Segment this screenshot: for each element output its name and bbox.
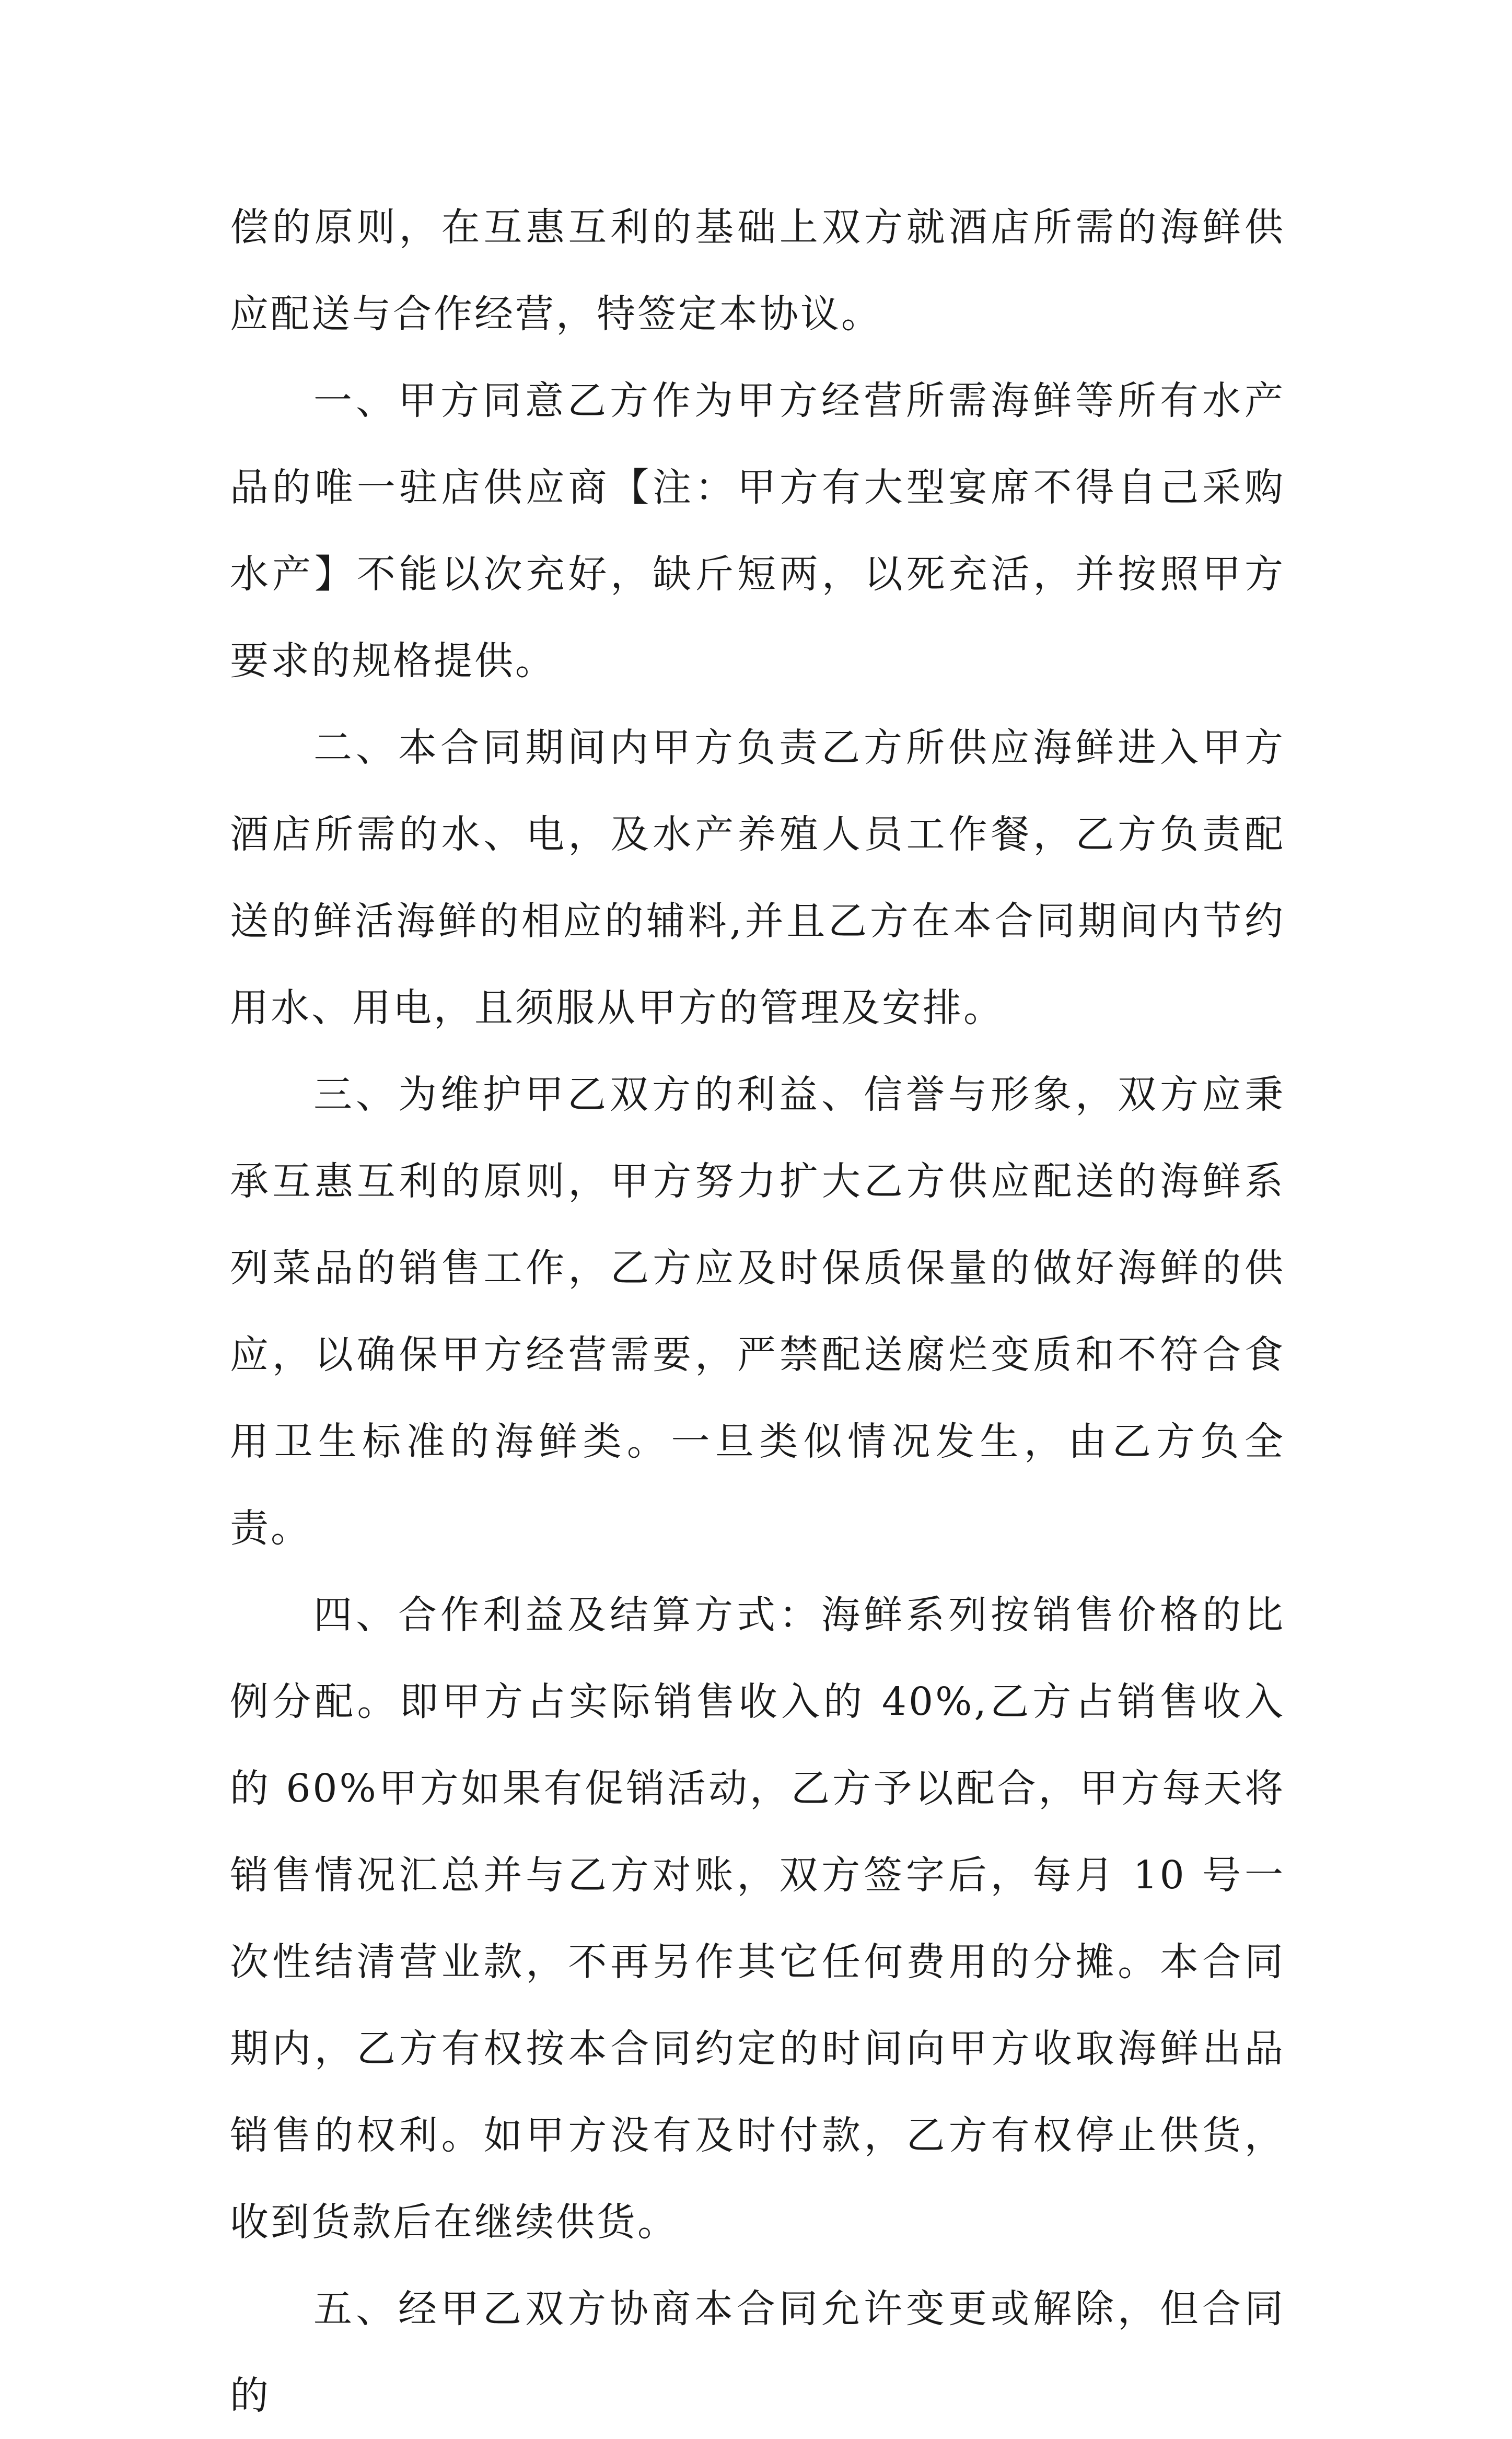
paragraph-clause-3: 三、为维护甲乙双方的利益、信誉与形象，双方应秉承互惠互利的原则，甲方努力扩大乙方供应配送的海鲜系列菜品的销售工作，乙方应及时保质保量的做好海鲜的供应，以确保甲方经营需要，严禁配送腐烂变质和不符合食用卫生标准的海鲜类。一旦类似情况发生，由乙方负全责。 [230,1072,1285,1551]
document-page [230,184,1285,2439]
paragraph-clause-4: 四、合作利益及结算方式：海鲜系列按销售价格的比例分配。即甲方占实际销售收入的 40%,乙方占销售收入的 60%甲方如果有促销活动，乙方予以配合，甲方每天将销售情况汇总并与乙方对账，双方签字后，每月 10 号一次性结清营业款，不再另作其它任何费用的分摊。本合同期内，乙方有权按本合同约定的时间向甲方收取海鲜出品销售的权利。如甲方没有及时付款，乙方有权停止供货，收到货款后在继续供货。 [230,1593,1285,2245]
paragraph-preamble-continuation: 偿的原则，在互惠互利的基础上双方就酒店所需的海鲜供应配送与合作经营，特签定本协议。 [230,205,1285,336]
paragraph-clause-1: 一、甲方同意乙方作为甲方经营所需海鲜等所有水产品的唯一驻店供应商【注：甲方有大型宴席不得自己采购水产】不能以次充好，缺斤短两，以死充活，并按照甲方要求的规格提供。 [230,378,1285,683]
paragraph-clause-2: 二、本合同期间内甲方负责乙方所供应海鲜进入甲方酒店所需的水、电，及水产养殖人员工作餐，乙方负责配送的鲜活海鲜的相应的辅料,并且乙方在本合同期间内节约用水、用电，且须服从甲方的管理及安排。 [230,725,1285,1030]
paragraph-clause-5: 五、经甲乙双方协商本合同允许变更或解除，但合同的 [230,2286,1285,2418]
